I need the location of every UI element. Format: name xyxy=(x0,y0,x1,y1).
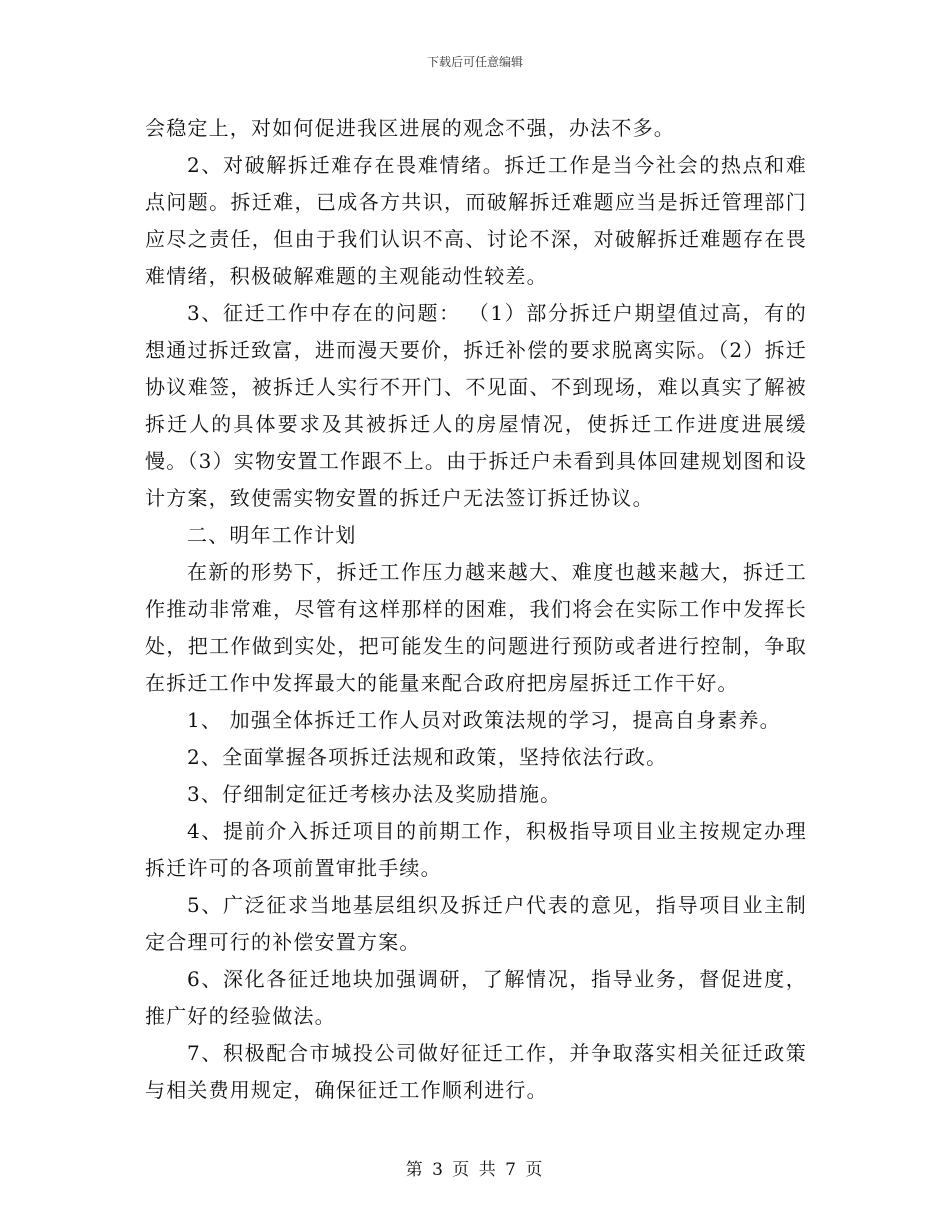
paragraph-issue-3: 3、征迁工作中存在的问题： （1）部分拆迁户期望值过高，有的想通过拆迁致富，进而漫天要价，拆迁补偿的要求脱离实际。（2）拆迁协议难签，被拆迁人实行不开门、不见面、不到现场，难以真实了解被拆迁人的具体要求及其被拆迁人的房屋情况，使拆迁工作进度进展缓慢。（3）实物安置工作跟不上。由于拆迁户未看到具体回建规划图和设计方案，致使需实物安置的拆迁户无法签订拆迁协议。 xyxy=(145,301,807,510)
document-body xyxy=(145,110,807,1109)
plan-item-2: 2、全面掌握各项拆迁法规和政策，坚持依法行政。 xyxy=(187,745,668,769)
plan-item-5: 5、广泛征求当地基层组织及拆迁户代表的意见，指导项目业主制定合理可行的补偿安置方案。 xyxy=(145,893,807,954)
plan-item-3: 3、仔细制定征迁考核办法及奖励措施。 xyxy=(187,782,562,806)
page-number-footer: 第 3 页 共 7 页 xyxy=(405,1160,545,1180)
plan-item-6: 6、深化各征迁地块加强调研，了解情况，指导业务，督促进度，推广好的经验做法。 xyxy=(145,967,807,1028)
paragraph-continuation: 会稳定上，对如何促进我区进展的观念不强，办法不多。 xyxy=(145,116,675,140)
plan-item-1: 1、 加强全体拆迁工作人员对政策法规的学习，提高自身素养。 xyxy=(187,708,781,732)
page-header: 下载后可任意编辑 xyxy=(426,55,523,69)
plan-item-7: 7、积极配合市城投公司做好征迁工作，并争取落实相关征迁政策与相关费用规定，确保征迁工作顺利进行。 xyxy=(145,1041,807,1102)
paragraph-issue-2: 2、对破解拆迁难存在畏难情绪。拆迁工作是当今社会的热点和难点问题。拆迁难，已成各方共识，而破解拆迁难题应当是拆迁管理部门应尽之责任，但由于我们认识不高、讨论不深，对破解拆迁难题存在畏难情绪，积极破解难题的主观能动性较差。 xyxy=(145,153,807,288)
plan-item-4: 4、提前介入拆迁项目的前期工作，积极指导项目业主按规定办理拆迁许可的各项前置审批手续。 xyxy=(145,819,807,880)
section-heading-next-year-plan: 二、明年工作计划 xyxy=(187,523,357,547)
paragraph-plan-intro: 在新的形势下，拆迁工作压力越来越大、难度也越来越大，拆迁工作推动非常难，尽管有这样那样的困难，我们将会在实际工作中发挥长处，把工作做到实处，把可能发生的问题进行预防或者进行控制，争取在拆迁工作中发挥最大的能量来配合政府把房屋拆迁工作干好。 xyxy=(145,560,807,695)
